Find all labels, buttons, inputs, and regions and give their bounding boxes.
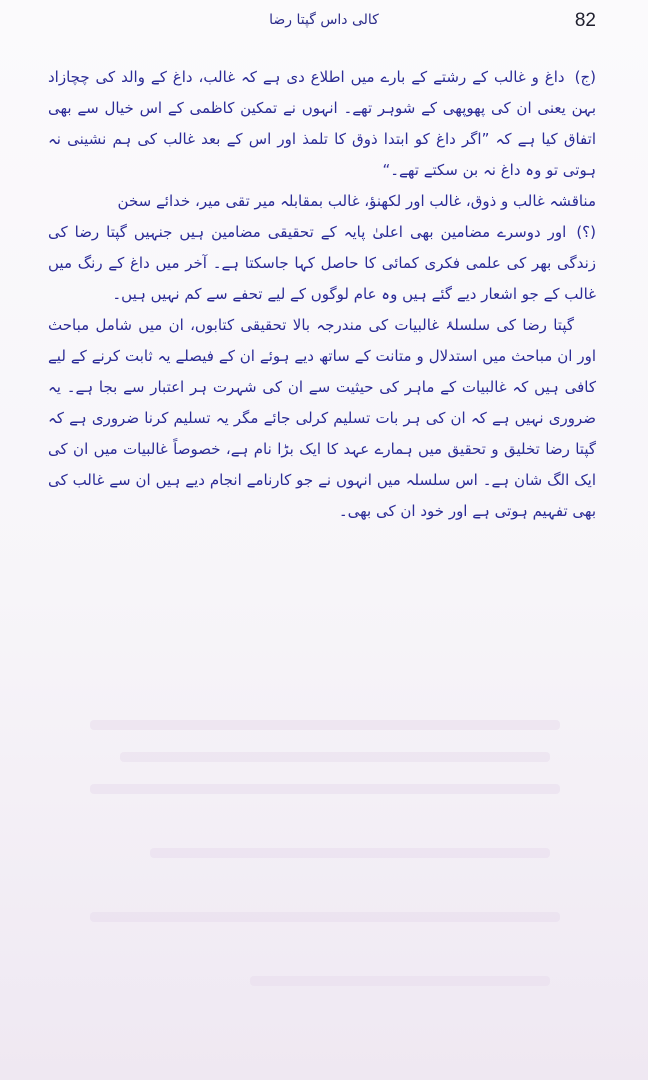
paragraph-jeem bbox=[48, 62, 596, 186]
show-through-line bbox=[120, 752, 550, 762]
paragraph-marker: (؟) bbox=[576, 223, 596, 241]
paragraph-marker: (ج) bbox=[574, 68, 596, 86]
show-through-line bbox=[150, 848, 550, 858]
page-number: 82 bbox=[574, 10, 596, 31]
show-through-line bbox=[90, 720, 560, 730]
body-text bbox=[48, 62, 596, 527]
show-through-line bbox=[90, 784, 560, 794]
paragraph-text: اور دوسرے مضامین بھی اعلیٰ پایہ کے تحقیقی مضامین ہیں جنہیں گپتا رضا کی زندگی بھر کی علمی فکری کمائی کا حاصل کہا جاسکتا ہے۔ آخر میں داغ کے رنگ میں غالب کے جو اشعار دیے گئے ہیں وہ عام لوگوں کے لیے تحفے سے کم نہیں ہیں۔ bbox=[48, 223, 596, 303]
paragraph-question bbox=[48, 217, 596, 310]
paragraph-text: داغ و غالب کے رشتے کے بارے میں اطلاع دی ہے کہ غالب، داغ کے والد کی چچازاد بہن یعنی ان کی پھوپھی کے شوہر تھے۔ انہوں نے تمکین کاظمی کے اس خیال سے بھی اتفاق کیا ہے کہ ”اگر داغ کو ابتدا ذوق کا تلمذ اور اس کے بعد غالب کی ہم نشینی نہ ہوتی تو وہ داغ نہ بن سکتے تھے۔“ bbox=[48, 68, 596, 179]
running-title: کالی داس گپتا رضا bbox=[269, 12, 379, 28]
paragraph-conclusion bbox=[48, 310, 596, 527]
paragraph-list-line bbox=[48, 186, 596, 217]
show-through-line bbox=[90, 912, 560, 922]
page-header bbox=[0, 8, 648, 36]
paragraph-text: گپتا رضا کی سلسلۂ غالبیات کی مندرجہ بالا تحقیقی کتابوں، ان میں شامل مباحث اور ان مباحث میں استدلال و متانت کے ساتھ دیے ہوئے ان کے فیصلے یہ ثابت کرنے کے لیے کافی ہیں کہ غالبیات کے ماہر کی حیثیت سے ان کی شہرت ہر اعتبار سے بجا ہے۔ یہ ضروری نہیں ہے کہ ان کی ہر بات تسلیم کرلی جائے مگر یہ تسلیم کرنا ضروری ہے کہ گپتا رضا تخلیق و تحقیق میں ہمارے عہد کا ایک بڑا نام ہے، خصوصاً غالبیات میں ان کی ایک الگ شان ہے۔ اس سلسلہ میں انہوں نے جو کارنامے انجام دیے ہیں ان سے غالب کی بھی تفہیم ہوتی ہے اور خود ان کی بھی۔ bbox=[48, 316, 596, 520]
show-through-line bbox=[250, 976, 550, 986]
paragraph-text: مناقشہ غالب و ذوق، غالب اور لکھنؤ، غالب بمقابلہ میر تقی میر، خدائے سخن bbox=[117, 192, 596, 210]
